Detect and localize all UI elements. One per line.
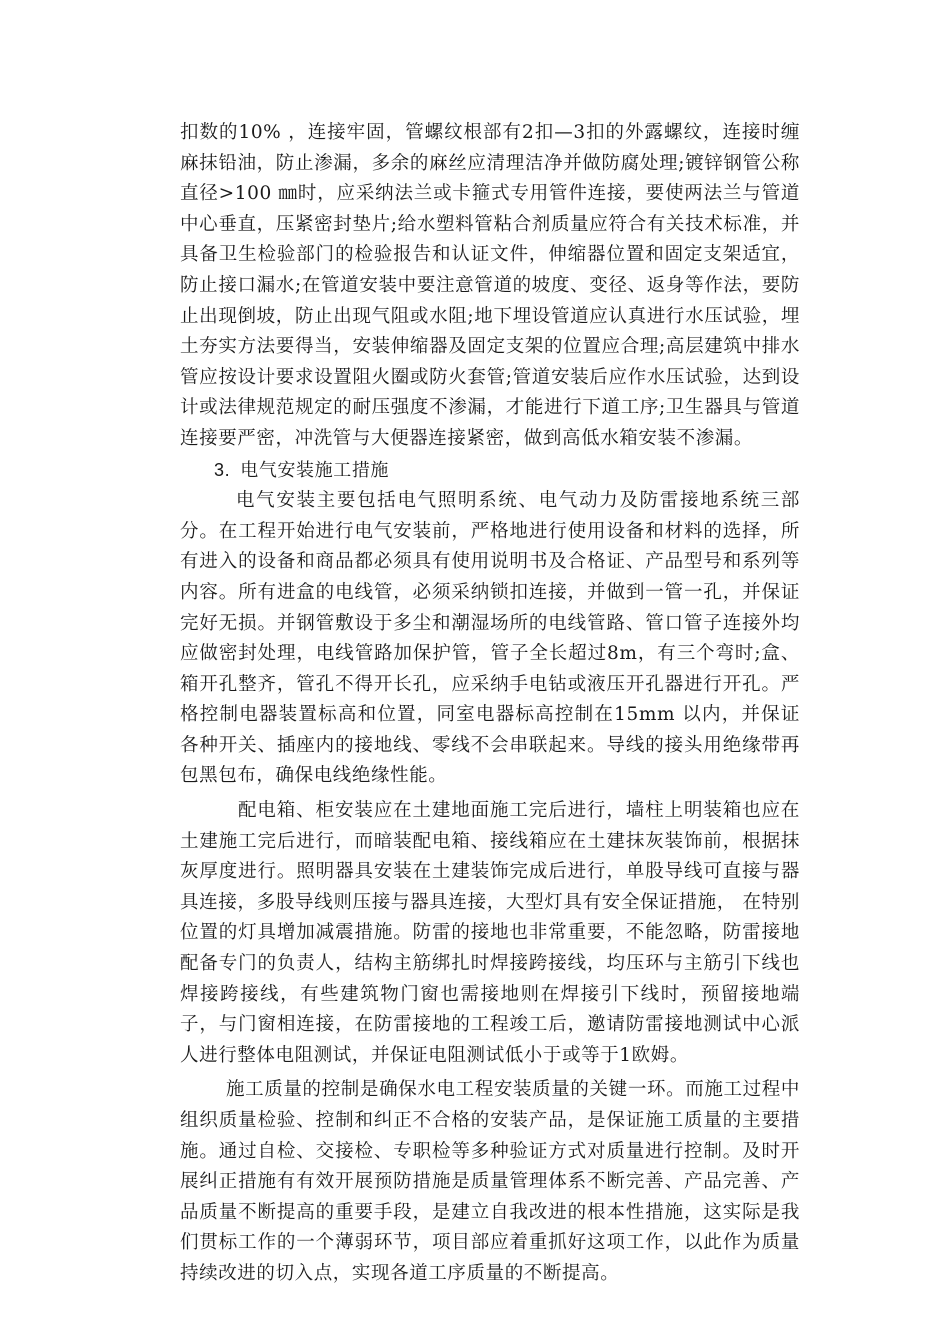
paragraph-quality-control: 施工质量的控制是确保水电工程安装质量的关键一环。而施工过程中组织质量检验、控制和纠正不合格的安装产品，是保证施工质量的主要措施。通过自检、交接检、专职检等多种验证方式对质量进行控制。及时开展纠正措施有有效开展预防措施是质量管理体系不断完善、产品完善、产品质量不断提高的重要手段，是建立自我改进的根本性措施，这实际是我们贯标工作的一个薄弱环节，项目部应着重抓好这项工作，以此作为质量持续改进的切入点，实现各道工序质量的不断提高。 [180, 1079, 800, 1284]
paragraph-distribution-box: 配电箱、柜安装应在土建地面施工完后进行，墙柱上明装箱也应在土建施工完后进行，而暗装配电箱、接线箱应在土建抹灰装饰前，根据抹灰厚度进行。照明器具安装在土建装饰完成后进行，单股导线可直接与器具连接，多股导线则压接与器具连接，大型灯具有安全保证措施， 在特别位置的灯具增加减震措施。防雷的接地也非常重要，不能忽略，防雷接地配备专门的负责人，结构主筋绑扎时焊接跨接线，均压环与主筋引下线也焊接跨接线，有些建筑物门窗也需接地则在焊接引下线时，预留接地端子，与门窗相连接，在防雷接地的工程竣工后，邀请防雷接地测试中心派人进行整体电阻测试，并保证电阻测试低小于或等于1欧姆。 [180, 800, 800, 1066]
paragraph-plumbing-continued: 扣数的10% ，连接牢固，管螺纹根部有2扣—3扣的外露螺纹，连接时缠麻抹铅油，防止渗漏，多余的麻丝应清理洁净并做防腐处理;镀锌钢管公称直径>100 ㎜时，应采纳法兰或卡箍式专用管件连接，要使两法兰与管道中心垂直，压紧密封垫片;给水塑料管粘合剂质量应符合有关技术标准，并具备卫生检验部门的检验报告和认证文件，伸缩器位置和固定支架适宜，防止接口漏水;在管道安装中要注意管道的坡度、变径、返身等作法，要防止出现倒坡，防止出现气阻或水阻;地下埋设管道应认真进行水压试验，埋土夯实方法要得当，安装伸缩器及固定支架的位置应合理;高层建筑中排水管应按设计要求设置阻火圈或防火套管;管道安装后应作水压试验，达到设计或法律规范规定的耐压强度不渗漏，才能进行下道工序;卫生器具与管道连接要严密，冲洗管与大便器连接紧密，做到高低水箱安装不渗漏。 [180, 122, 800, 449]
paragraph-electrical-overview: 电气安装主要包括电气照明系统、电气动力及防雷接地系统三部分。在工程开始进行电气安装前，严格地进行使用设备和材料的选择，所有进入的设备和商品都必须具有使用说明书及合格证、产品型号和系列等内容。所有进盒的电线管，必须采纳锁扣连接，并做到一管一孔，并保证完好无损。并钢管敷设于多尘和潮湿场所的电线管路、管口管子连接外均应做密封处理，电线管路加保护管，管子全长超过8m，有三个弯时;盒、箱开孔整齐，管孔不得开长孔，应采纳手电钻或液压开孔器进行开孔。严格控制电器装置标高和位置，同室电器标高控制在15mm 以内，并保证各种开关、插座内的接地线、零线不会串联起来。导线的接头用绝缘带再包黑包布，确保电线绝缘性能。 [180, 490, 800, 787]
section-number: 3. [214, 459, 231, 480]
section-heading [180, 455, 800, 487]
document-body [180, 118, 800, 1290]
section-title: 电气安装施工措施 [240, 459, 390, 481]
